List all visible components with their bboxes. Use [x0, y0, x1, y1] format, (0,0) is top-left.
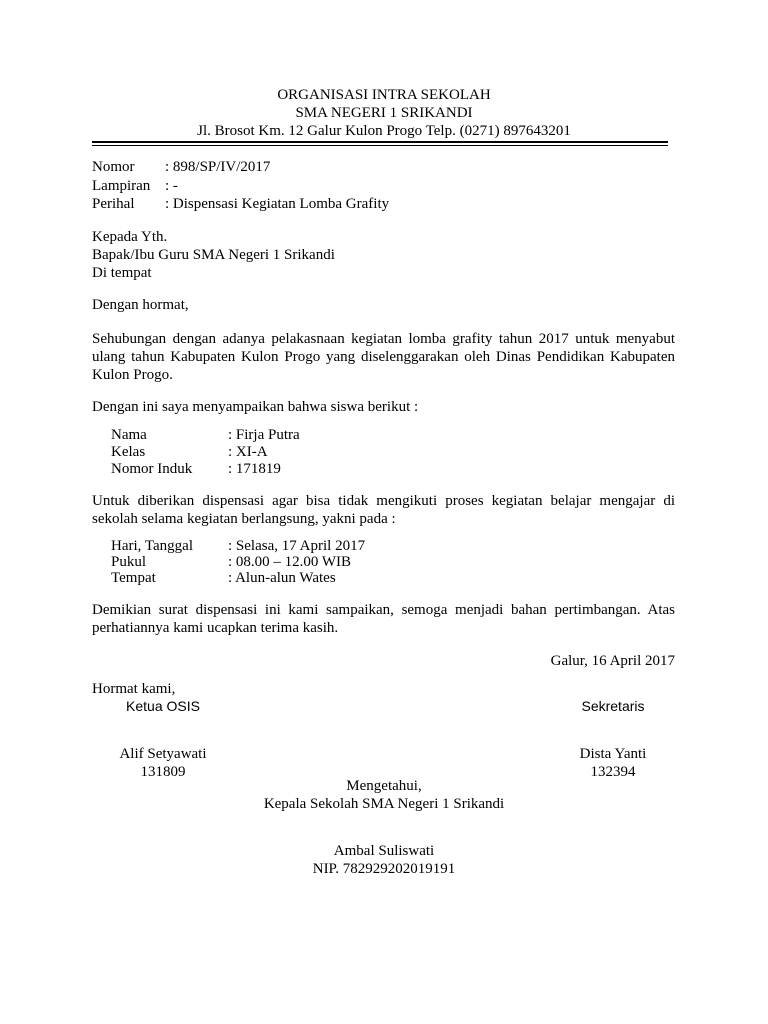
- secretary-title: Sekretaris: [581, 698, 645, 714]
- principal-name: Ambal Suliswati: [333, 843, 435, 859]
- chair-title: Ketua OSIS: [126, 698, 200, 714]
- recipient-line-2: Bapak/Ibu Guru SMA Negeri 1 Srikandi: [92, 247, 335, 263]
- chair-id: 131809: [140, 764, 186, 780]
- recipient-line-1: Kepada Yth.: [92, 229, 168, 245]
- body-paragraph-1: Sehubungan dengan adanya pelakasnaan kegiatan lomba grafity tahun 2017 untuk menyabut ulang tahun Kabupaten Kulon Progo yang diselenggarakan oleh Dinas Pendidikan Kabupaten Kulon Progo.: [92, 331, 675, 383]
- event-place-value: : Alun-alun Wates: [228, 570, 336, 586]
- recipient-line-3: Di tempat: [92, 265, 152, 281]
- secretary-name: Dista Yanti: [579, 746, 647, 762]
- student-class-value: : XI-A: [228, 444, 268, 460]
- principal-title: Kepala Sekolah SMA Negeri 1 Srikandi: [263, 796, 505, 812]
- regards: Hormat kami,: [92, 681, 176, 697]
- greeting: Dengan hormat,: [92, 297, 189, 313]
- event-date-value: : Selasa, 17 April 2017: [228, 538, 366, 554]
- place-date: Galur, 16 April 2017: [550, 653, 675, 669]
- event-place-label: Tempat: [111, 570, 156, 586]
- meta-number-label: Nomor: [92, 159, 135, 175]
- letterhead-school: SMA NEGERI 1 SRIKANDI: [295, 105, 473, 121]
- meta-subject-label: Perihal: [92, 196, 135, 212]
- event-date-label: Hari, Tanggal: [111, 538, 193, 554]
- meta-subject-value: : Dispensasi Kegiatan Lomba Grafity: [165, 196, 390, 212]
- principal-nip: NIP. 782929202019191: [312, 861, 456, 877]
- student-class-label: Kelas: [111, 444, 146, 460]
- student-id-value: : 171819: [228, 461, 281, 477]
- student-name-label: Nama: [111, 427, 147, 443]
- student-intro: Dengan ini saya menyampaikan bahwa siswa berikut :: [92, 399, 419, 415]
- acknowledged: Mengetahui,: [346, 778, 422, 794]
- student-id-label: Nomor Induk: [111, 461, 193, 477]
- meta-attachment-value: : -: [165, 178, 178, 194]
- closing-paragraph: Demikian surat dispensasi ini kami sampaikan, semoga menjadi bahan pertimbangan. Atas perhatiannya kami ucapkan terima kasih.: [92, 602, 675, 636]
- meta-number-value: : 898/SP/IV/2017: [165, 159, 271, 175]
- body-paragraph-2: Untuk diberikan dispensasi agar bisa tidak mengikuti proses kegiatan belajar mengajar di sekolah selama kegiatan berlangsung, yakni pada :: [92, 493, 675, 527]
- meta-attachment-label: Lampiran: [92, 178, 151, 194]
- header-rule-thick: [92, 141, 668, 143]
- chair-name: Alif Setyawati: [119, 746, 207, 762]
- header-rule-thin: [92, 145, 668, 146]
- letterhead-address: Jl. Brosot Km. 12 Galur Kulon Progo Telp. (0271) 897643201: [197, 123, 571, 139]
- event-time-value: : 08.00 – 12.00 WIB: [228, 554, 352, 570]
- student-name-value: : Firja Putra: [228, 427, 300, 443]
- secretary-id: 132394: [590, 764, 636, 780]
- letterhead-org: ORGANISASI INTRA SEKOLAH: [277, 87, 491, 103]
- event-time-label: Pukul: [111, 554, 147, 570]
